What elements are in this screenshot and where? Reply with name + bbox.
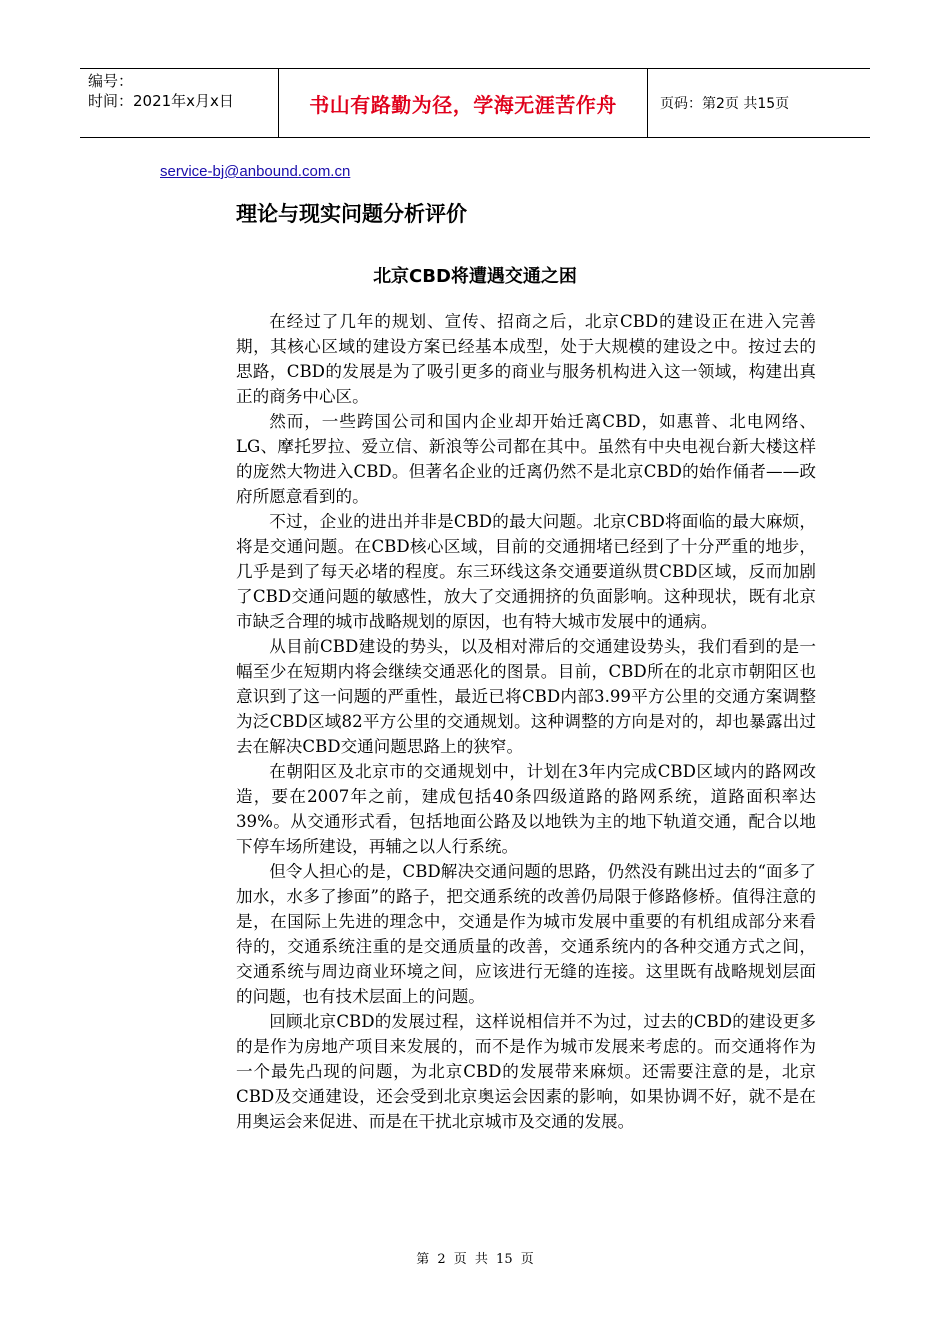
paragraph: 从目前CBD建设的势头，以及相对滞后的交通建设势头，我们看到的是一幅至少在短期内将会继续交通恶化的图景。目前，CBD所在的北京市朝阳区也意识到了这一问题的严重性，最近已将CBD内部3.99平方公里的交通方案调整为泛CBD区域82平方公里的交通规划。这种调整的方向是对的，却也暴露出过去在解决CBD交通问题思路上的狭窄。	[236, 637, 816, 756]
section-title: 理论与现实问题分析评价	[236, 202, 467, 226]
contact-email-link[interactable]: service-bj@anbound.com.cn	[160, 163, 351, 180]
paragraph: 但令人担心的是，CBD解决交通问题的思路，仍然没有跳出过去的“面多了加水，水多了掺面”的路子，把交通系统的改善仍局限于修路修桥。值得注意的是，在国际上先进的理念中，交通是作为城市发展中重要的有机组成部分来看待的，交通系统注重的是交通质量的改善，交通系统内的各种交通方式之间，交通系统与周边商业环境之间，应该进行无缝的连接。这里既有战略规划层面的问题，也有技术层面上的问题。	[236, 862, 816, 1006]
page-footer: 第 2 页 共 15 页	[416, 1252, 534, 1267]
paragraph: 在朝阳区及北京市的交通规划中，计划在3年内完成CBD区域内的路网改造，要在2007年之前，建成包括40条四级道路的路网系统，道路面积率达39%。从交通形式看，包括地面公路及以地铁为主的地下轨道交通，配合以地下停车场所建设，再辅之以人行系统。	[236, 762, 816, 856]
paragraph: 不过，企业的进出并非是CBD的最大问题。北京CBD将面临的最大麻烦，将是交通问题。在CBD核心区域，目前的交通拥堵已经到了十分严重的地步，几乎是到了每天必堵的程度。东三环线这条交通要道纵贯CBD区域，反而加剧了CBD交通问题的敏感性，放大了交通拥挤的负面影响。这种现状，既有北京市缺乏合理的城市战略规划的原因，也有特大城市发展中的通病。	[236, 512, 816, 631]
paragraph: 在经过了几年的规划、宣传、招商之后，北京CBD的建设正在进入完善期，其核心区域的建设方案已经基本成型，处于大规模的建设之中。按过去的思路，CBD的发展是为了吸引更多的商业与服务机构进入这一领域，构建出真正的商务中心区。	[236, 312, 816, 406]
page-header	[80, 68, 870, 138]
paragraph: 回顾北京CBD的发展过程，这样说相信并不为过，过去的CBD的建设更多的是作为房地产项目来发展的，而不是作为城市发展来考虑的。而交通将作为一个最先凸现的问题，为北京CBD的发展带来麻烦。还需要注意的是，北京CBD及交通建设，还会受到北京奥运会因素的影响，如果协调不好，就不是在用奥运会来促进、而是在干扰北京城市及交通的发展。	[236, 1012, 816, 1131]
document-time-label: 时间：2021年x月x日	[88, 92, 234, 110]
document-number-label: 编号：	[88, 72, 134, 90]
paragraph: 然而，一些跨国公司和国内企业却开始迁离CBD，如惠普、北电网络、LG、摩托罗拉、爱立信、新浪等公司都在其中。虽然有中央电视台新大楼这样的庞然大物进入CBD。但著名企业的迁离仍然不是北京CBD的始作俑者——政府所愿意看到的。	[236, 412, 816, 506]
header-motto: 书山有路勤为径，学海无涯苦作舟	[278, 69, 648, 137]
header-page-code: 页码：第2页 共15页	[660, 96, 790, 112]
header-meta	[80, 69, 278, 137]
article-body	[236, 309, 816, 1134]
article-title: 北京CBD将遭遇交通之困	[373, 266, 577, 287]
